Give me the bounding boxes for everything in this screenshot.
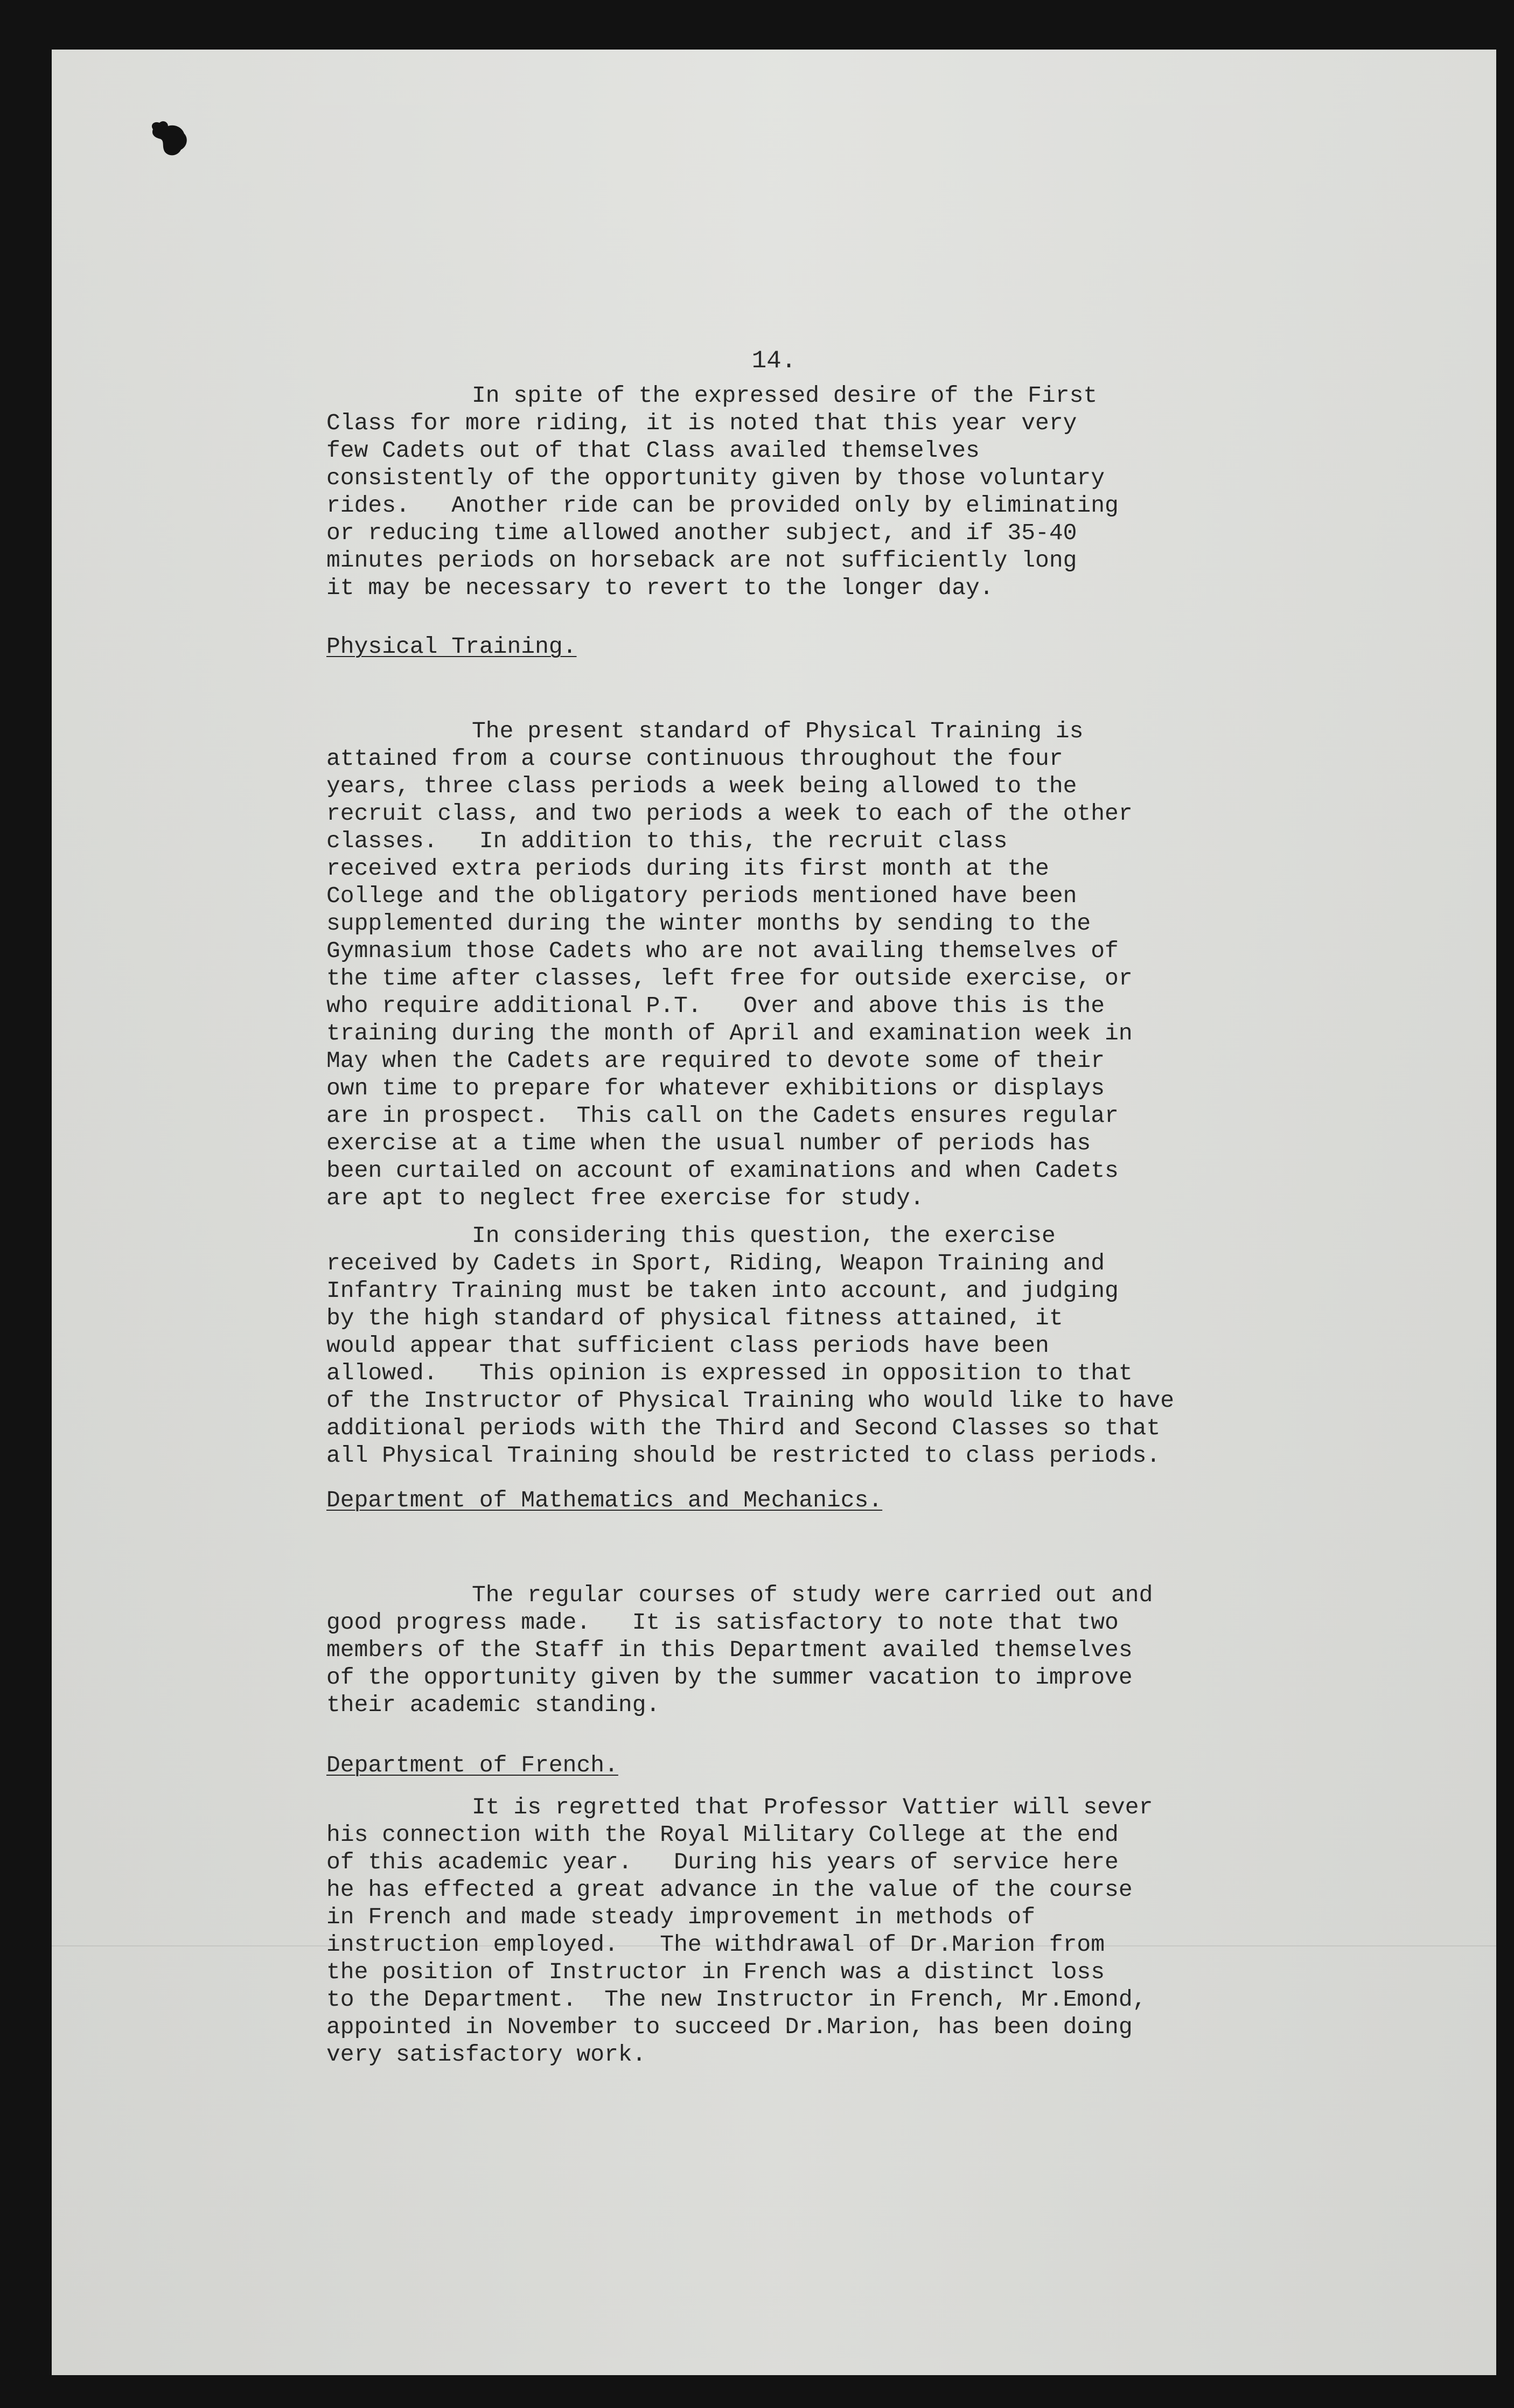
text-line: it may be necessary to revert to the longer day.	[326, 575, 994, 601]
text-line: of the Instructor of Physical Training who would like to have	[326, 1387, 1175, 1414]
text-line: rides. Another ride can be provided only by eliminating	[326, 492, 1119, 519]
text-line: It is regretted that Professor Vattier will sever	[472, 1794, 1153, 1820]
section-heading: Department of French.	[326, 1752, 618, 1778]
text-line: own time to prepare for whatever exhibitions or displays	[326, 1075, 1105, 1101]
text-line: years, three class periods a week being allowed to the	[326, 773, 1077, 799]
text-line: the position of Instructor in French was a distinct loss	[326, 1959, 1105, 1985]
text-line: of this academic year. During his years of service here	[326, 1849, 1119, 1875]
text-line: very satisfactory work.	[326, 2041, 646, 2068]
text-line: Infantry Training must be taken into account, and judging	[326, 1278, 1119, 1304]
text-line: his connection with the Royal Military College at the end	[326, 1821, 1119, 1848]
text-line: been curtailed on account of examinations and when Cadets	[326, 1157, 1119, 1184]
text-line: all Physical Training should be restricted to class periods.	[326, 1442, 1161, 1469]
text-line: would appear that sufficient class periods have been	[326, 1332, 1049, 1359]
text-line: additional periods with the Third and Second Classes so that	[326, 1415, 1161, 1441]
text-line: good progress made. It is satisfactory to note that two	[326, 1609, 1119, 1636]
text-line: The regular courses of study were carried out and	[472, 1582, 1153, 1608]
page-number: 14.	[751, 347, 797, 375]
text-line: or reducing time allowed another subject, and if 35-40	[326, 520, 1077, 546]
text-line: are apt to neglect free exercise for study.	[326, 1185, 924, 1211]
text-line: exercise at a time when the usual number of periods has	[326, 1130, 1091, 1156]
text-line: supplemented during the winter months by sending to the	[326, 910, 1091, 937]
text-line: received extra periods during its first month at the	[326, 855, 1049, 882]
text-line: In spite of the expressed desire of the First	[472, 382, 1098, 409]
text-line: Class for more riding, it is noted that this year very	[326, 410, 1077, 436]
text-line: In considering this question, the exercise	[472, 1223, 1056, 1249]
document-page	[52, 50, 1496, 2375]
section-heading: Physical Training.	[326, 633, 577, 660]
text-line: few Cadets out of that Class availed themselves	[326, 437, 980, 464]
text-line: classes. In addition to this, the recruit class	[326, 828, 1008, 854]
text-line: minutes periods on horseback are not sufficiently long	[326, 547, 1077, 574]
text-line: who require additional P.T. Over and above this is the	[326, 993, 1105, 1019]
text-line: May when the Cadets are required to devote some of their	[326, 1048, 1105, 1074]
text-line: Gymnasium those Cadets who are not availing themselves of	[326, 938, 1119, 964]
text-line: consistently of the opportunity given by those voluntary	[326, 465, 1105, 491]
text-line: allowed. This opinion is expressed in opposition to that	[326, 1360, 1133, 1386]
text-line: by the high standard of physical fitness attained, it	[326, 1305, 1063, 1331]
text-line: he has effected a great advance in the value of the course	[326, 1876, 1133, 1903]
text-line: appointed in November to succeed Dr.Marion, has been doing	[326, 2014, 1133, 2040]
paper-fold-crease	[52, 1945, 1496, 1946]
text-line: training during the month of April and examination week in	[326, 1020, 1133, 1046]
text-line: of the opportunity given by the summer vacation to improve	[326, 1664, 1133, 1691]
text-line: The present standard of Physical Training is	[472, 718, 1084, 744]
text-line: members of the Staff in this Department availed themselves	[326, 1637, 1133, 1663]
text-line: are in prospect. This call on the Cadets ensures regular	[326, 1102, 1119, 1129]
text-line: received by Cadets in Sport, Riding, Weapon Training and	[326, 1250, 1105, 1276]
text-line: recruit class, and two periods a week to each of the other	[326, 800, 1133, 827]
text-line: in French and made steady improvement in methods of	[326, 1904, 1036, 1930]
ink-blot-mark	[149, 120, 189, 158]
text-line: attained from a course continuous throughout the four	[326, 745, 1063, 772]
text-line: to the Department. The new Instructor in French, Mr.Emond,	[326, 1986, 1147, 2013]
section-heading: Department of Mathematics and Mechanics.	[326, 1487, 883, 1513]
text-line: instruction employed. The withdrawal of Dr.Marion from	[326, 1931, 1105, 1958]
text-line: the time after classes, left free for outside exercise, or	[326, 965, 1133, 992]
text-line: their academic standing.	[326, 1692, 660, 1718]
text-line: College and the obligatory periods mentioned have been	[326, 883, 1077, 909]
